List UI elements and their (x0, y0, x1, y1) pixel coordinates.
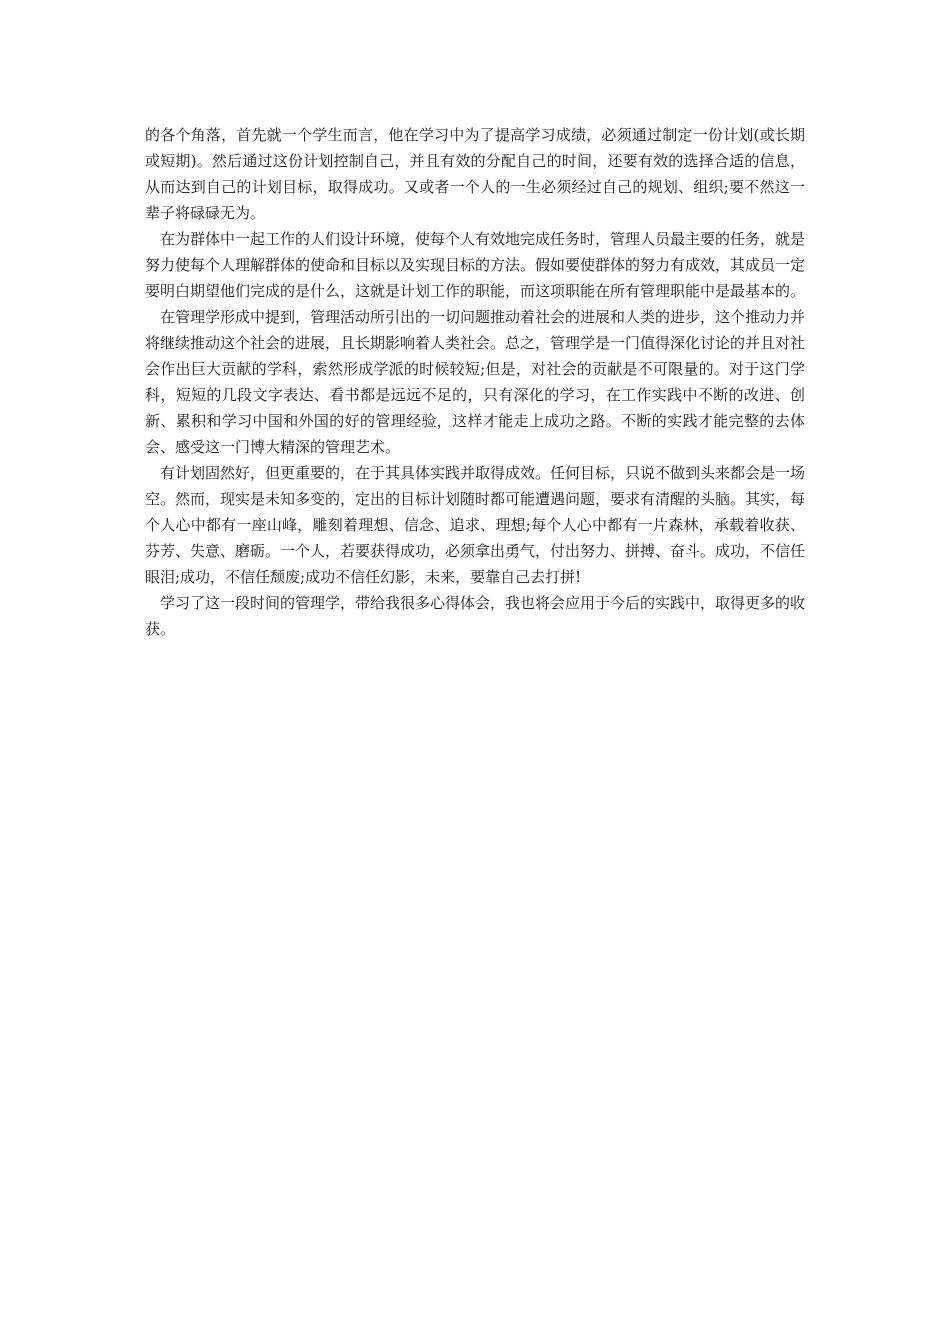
paragraph-4: 有计划固然好，但更重要的，在于其具体实践并取得成效。任何目标，只说不做到头来都会是一场空。然而，现实是未知多变的，定出的目标计划随时都可能遭遇问题，要求有清醒的头脑。其实，每个人心中都有一座山峰，雕刻着理想、信念、追求、理想;每个人心中都有一片森林，承载着收获、芬芳、失意、磨砺。一个人，若要获得成功，必须拿出勇气，付出努力、拼搏、奋斗。成功，不信任眼泪;成功，不信任颓废;成功不信任幻影，未来，要靠自己去打拼! (145, 464, 806, 586)
paragraph-2: 在为群体中一起工作的人们设计环境，使每个人有效地完成任务时，管理人员最主要的任务，就是努力使每个人理解群体的使命和目标以及实现目标的方法。假如要使群体的努力有成效，其成员一定要明白期望他们完成的是什么，这就是计划工作的职能，而这项职能在所有管理职能中是最基本的。 (145, 230, 806, 300)
paragraph-1: 的各个角落，首先就一个学生而言，他在学习中为了提高学习成绩，必须通过制定一份计划(或长期或短期)。然后通过这份计划控制自己，并且有效的分配自己的时间，还要有效的选择合适的信息，从而达到自己的计划目标，取得成功。又或者一个人的一生必须经过自己的规划、组织;要不然这一辈子将碌碌无为。 (145, 126, 805, 222)
paragraph-3: 在管理学形成中提到，管理活动所引出的一切问题推动着社会的进展和人类的进步，这个推动力并将继续推动这个社会的进展，且长期影响着人类社会。总之，管理学是一门值得深化讨论的并且对社会作出巨大贡献的学科，索然形成学派的时候较短;但是，对社会的贡献是不可限量的。对于这门学科，短短的几段文字表达、看书都是远远不足的，只有深化的学习，在工作实践中不断的改进、创新、累积和学习中国和外国的好的管理经验，这样才能走上成功之路。不断的实践才能完整的去体会、感受这一门博大精深的管理艺术。 (145, 308, 806, 456)
paragraph-5: 学习了这一段时间的管理学，带给我很多心得体会，我也将会应用于今后的实践中，取得更多的收获。 (145, 594, 806, 638)
document-body (145, 122, 805, 642)
